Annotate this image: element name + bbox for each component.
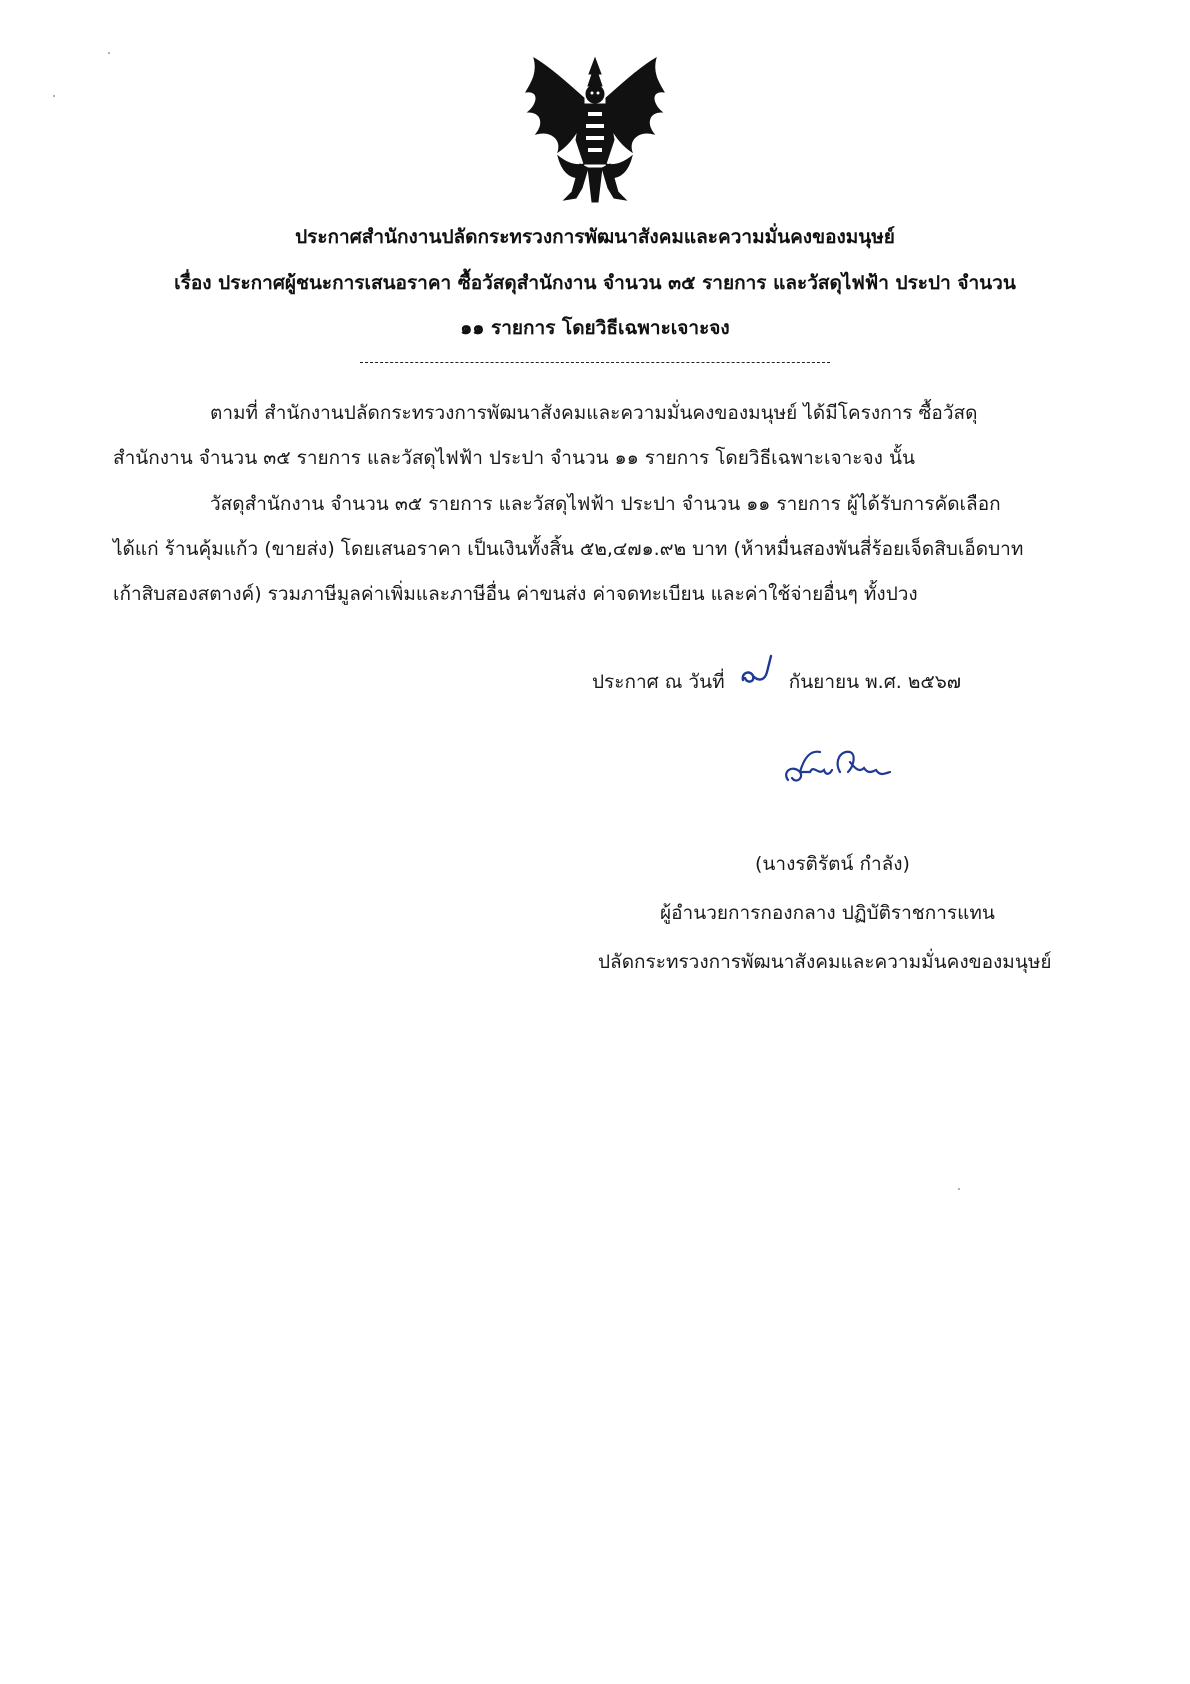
body-paragraph1-line2: สำนักงาน จำนวน ๓๕ รายการ และวัสดุไฟฟ้า ประปา จำนวน ๑๑ รายการ โดยวิธีเฉพาะเจาะจง นั้น — [113, 447, 915, 469]
announcement-subject-line2: ๑๑ รายการ โดยวิธีเฉพาะเจาะจง — [460, 317, 730, 339]
scan-speck — [108, 52, 110, 54]
announcement-title: ประกาศสำนักงานปลัดกระทรวงการพัฒนาสังคมและความมั่นคงของมนุษย์ — [295, 226, 895, 248]
scan-speck — [958, 1188, 960, 1190]
signatory-name: (นางรติรัตน์ กำลัง) — [755, 853, 910, 875]
date-suffix: กันยายน พ.ศ. ๒๕๖๗ — [788, 671, 962, 694]
title-separator — [360, 362, 830, 363]
announcement-subject-line1: เรื่อง ประกาศผู้ชนะการเสนอราคา ซื้อวัสดุสำนักงาน จำนวน ๓๕ รายการ และวัสดุไฟฟ้า ประปา จำนวน — [174, 272, 1016, 294]
handwritten-day — [737, 664, 777, 694]
scan-speck — [53, 95, 55, 97]
body-paragraph2-line1: วัสดุสำนักงาน จำนวน ๓๕ รายการ และวัสดุไฟฟ้า ประปา จำนวน ๑๑ รายการ ผู้ได้รับการคัดเลือก — [210, 493, 1001, 515]
announcement-date — [592, 664, 961, 694]
body-paragraph2-line3: เก้าสิบสองสตางค์) รวมภาษีมูลค่าเพิ่มและภาษีอื่น ค่าขนส่ง ค่าจดทะเบียน และค่าใช้จ่ายอื่นๆ ทั้งปวง — [113, 583, 918, 605]
body-paragraph2-line2: ได้แก่ ร้านคุ้มแก้ว (ขายส่ง) โดยเสนอราคา เป็นเงินทั้งสิ้น ๕๒,๔๗๑.๙๒ บาท (ห้าหมื่นสองพันสี่ร้อยเจ็ดสิบเอ็ดบาท — [113, 538, 1024, 560]
signatory-acting-for: ปลัดกระทรวงการพัฒนาสังคมและความมั่นคงของมนุษย์ — [598, 951, 1052, 973]
body-paragraph1-line1: ตามที่ สำนักงานปลัดกระทรวงการพัฒนาสังคมและความมั่นคงของมนุษย์ ได้มีโครงการ ซื้อวัสดุ — [210, 402, 978, 424]
date-prefix: ประกาศ ณ วันที่ — [592, 671, 725, 694]
garuda-emblem-icon — [518, 52, 672, 210]
signatory-position: ผู้อำนวยการกองกลาง ปฏิบัติราชการแทน — [660, 902, 995, 924]
handwritten-signature — [780, 742, 900, 796]
